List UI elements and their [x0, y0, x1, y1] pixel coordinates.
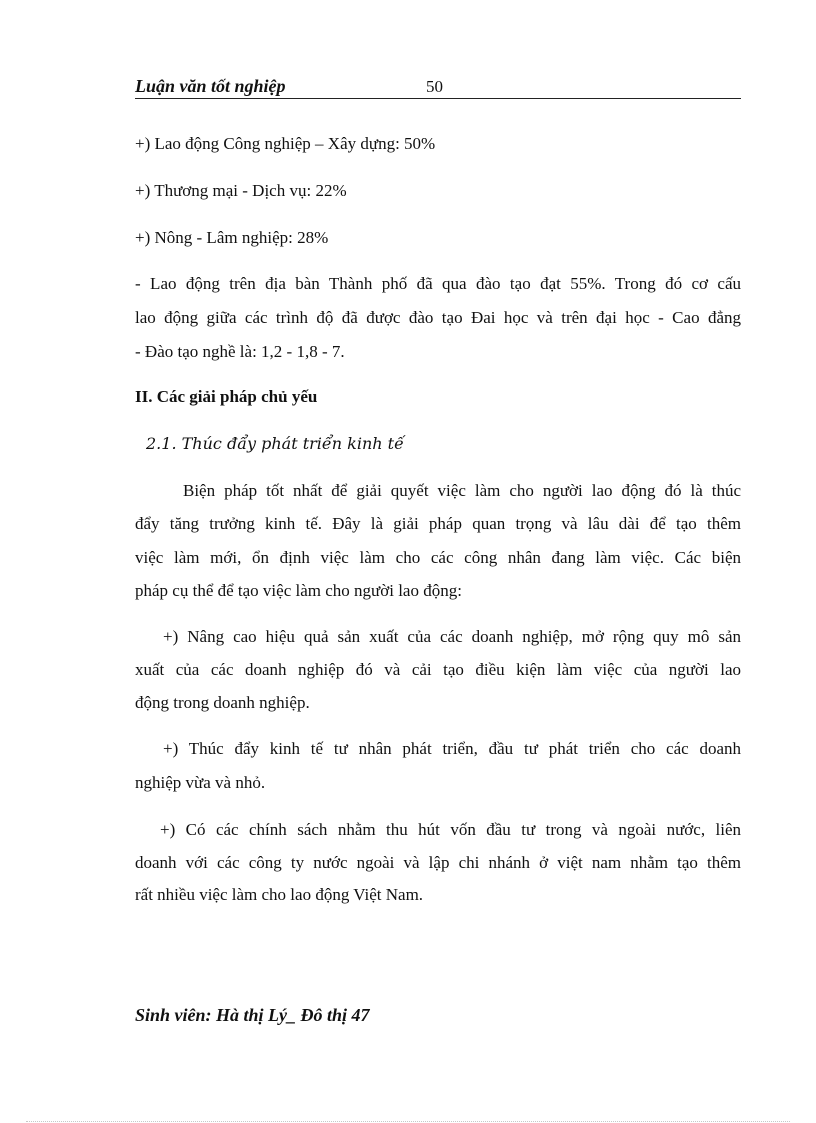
bullet-trade-services: +) Thương mại - Dịch vụ: 22% — [135, 181, 347, 200]
bullet-industry-construction: +) Lao động Công nghiệp – Xây dựng: 50% — [135, 134, 436, 153]
paragraph-line: Biện pháp tốt nhất để giải quyết việc làm cho người lao động đó là thúc — [183, 481, 741, 500]
paragraph-line: doanh với các công ty nước ngoài và lập chi nhánh ở việt nam nhằm tạo thêm — [135, 853, 741, 872]
paragraph-line: pháp cụ thể để tạo việc làm cho người lao động: — [135, 581, 462, 600]
paragraph-line: nghiệp vừa và nhỏ. — [135, 773, 266, 792]
header-title: Luận văn tốt nghiệp — [135, 76, 286, 96]
paragraph-line: lao động giữa các trình độ đã được đào tạo Đai học và trên đại học - Cao đẳng — [135, 308, 741, 327]
paragraph-line: +) Nâng cao hiệu quả sản xuất của các doanh nghiệp, mở rộng quy mô sản — [163, 627, 741, 646]
page-header — [135, 76, 741, 99]
paragraph-line: đẩy tăng trưởng kinh tế. Đây là giải pháp quan trọng và lâu dài để tạo thêm — [135, 514, 741, 533]
paragraph-line: +) Có các chính sách nhằm thu hút vốn đầu tư trong và ngoài nước, liên — [160, 820, 741, 839]
paragraph-line: rất nhiều việc làm cho lao động Việt Nam. — [135, 885, 424, 904]
section-heading: II. Các giải pháp chủ yếu — [135, 387, 318, 406]
subsection-heading: 2.1. Thúc đẩy phát triển kinh tế — [146, 434, 404, 453]
page-bottom-rule — [26, 1121, 790, 1122]
page-number: 50 — [426, 77, 443, 96]
paragraph-line: +) Thúc đẩy kinh tế tư nhân phát triển, đầu tư phát triển cho các doanh — [163, 739, 741, 758]
paragraph-line: - Đào tạo nghề là: 1,2 - 1,8 - 7. — [135, 342, 345, 361]
paragraph-line: xuất của các doanh nghiệp đó và cải tạo điều kiện làm việc của người lao — [135, 660, 741, 679]
paragraph-line: động trong doanh nghiệp. — [135, 693, 310, 712]
bullet-agriculture-forestry: +) Nông - Lâm nghiệp: 28% — [135, 228, 329, 247]
paragraph-line: việc làm mới, ổn định việc làm cho các công nhân đang làm việc. Các biện — [135, 548, 741, 567]
paragraph-line: - Lao động trên địa bàn Thành phố đã qua đào tạo đạt 55%. Trong đó cơ cấu — [135, 274, 741, 293]
footer-author: Sinh viên: Hà thị Lý_ Đô thị 47 — [135, 1005, 370, 1025]
